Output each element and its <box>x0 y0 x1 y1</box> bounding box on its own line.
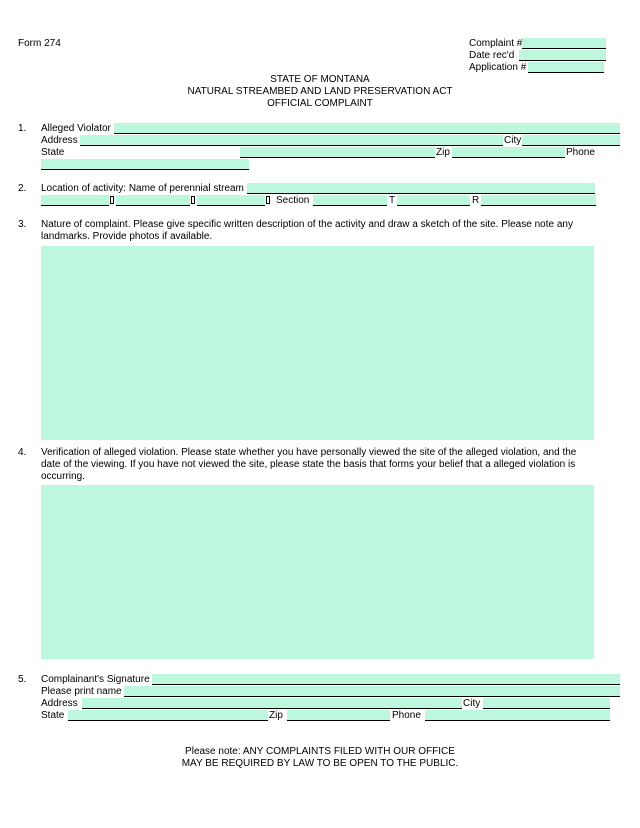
alleged-violator-label: Alleged Violator <box>41 123 111 134</box>
application-number-label: Application # <box>469 62 527 73</box>
print-name-label: Please print name <box>41 686 122 697</box>
complainant-state-field[interactable] <box>68 710 268 721</box>
section-field[interactable] <box>313 195 387 206</box>
violator-zip-field[interactable] <box>452 147 565 158</box>
date-recd-field[interactable] <box>519 50 606 61</box>
complainant-state-label: State <box>41 710 65 721</box>
complaint-number-label: Complaint # <box>469 38 523 49</box>
alleged-violator-field[interactable] <box>114 123 620 134</box>
nature-of-complaint-textarea[interactable] <box>41 246 594 440</box>
violator-city-field[interactable] <box>522 135 620 146</box>
title-official-complaint: OFFICIAL COMPLAINT <box>267 98 373 109</box>
violator-address-field[interactable] <box>80 135 503 146</box>
footer-note-line-2: MAY BE REQUIRED BY LAW TO BE OPEN TO THE PUBLIC. <box>181 758 459 769</box>
violator-phone-field[interactable] <box>41 159 249 170</box>
violator-zip-label: Zip <box>436 147 450 158</box>
section-4-number: 4. <box>18 447 27 458</box>
title-state: STATE OF MONTANA <box>270 74 370 85</box>
nature-of-complaint-text-1: Nature of complaint. Please give specific written description of the activity and draw a sketch of the site. Please note any <box>41 219 573 230</box>
title-act: NATURAL STREAMBED AND LAND PRESERVATION ACT <box>187 86 453 97</box>
section-2-number: 2. <box>18 183 27 194</box>
checkbox-1-icon <box>110 195 114 207</box>
location-label: Location of activity: Name of perennial stream <box>41 183 244 194</box>
verification-textarea[interactable] <box>41 485 594 659</box>
complainant-zip-field[interactable] <box>287 710 390 721</box>
verification-text-3: occurring. <box>41 471 85 482</box>
print-name-field[interactable] <box>124 686 620 697</box>
form-number: Form 274 <box>18 38 61 49</box>
violator-city-label: City <box>504 135 522 146</box>
range-label: R <box>472 195 480 206</box>
township-field[interactable] <box>397 195 470 206</box>
complainant-city-label: City <box>463 698 481 709</box>
section-3-number: 3. <box>18 219 27 230</box>
verification-text-1: Verification of alleged violation. Please state whether you have personally viewed the site of the alleged violation, and the <box>41 447 577 458</box>
checkbox-3-icon <box>266 195 270 207</box>
complainant-address-field[interactable] <box>82 698 462 709</box>
complainant-city-field[interactable] <box>483 698 610 709</box>
complainant-address-label: Address <box>41 698 78 709</box>
section-label: Section <box>276 195 310 206</box>
complainant-zip-label: Zip <box>269 710 283 721</box>
range-field[interactable] <box>481 195 596 206</box>
nature-of-complaint-text-2: landmarks. Provide photos if available. <box>41 231 213 242</box>
perennial-stream-field[interactable] <box>247 183 595 194</box>
quarter-1-field[interactable] <box>41 195 109 206</box>
complainant-phone-label: Phone <box>392 710 421 721</box>
violator-state-field[interactable] <box>240 147 435 158</box>
section-5-number: 5. <box>18 674 27 685</box>
quarter-2-field[interactable] <box>116 195 190 206</box>
violator-state-label: State <box>41 147 65 158</box>
quarter-3-field[interactable] <box>197 195 265 206</box>
signature-label: Complainant's Signature <box>41 674 150 685</box>
application-number-field[interactable] <box>528 62 604 73</box>
footer-note-line-1: Please note: ANY COMPLAINTS FILED WITH OUR OFFICE <box>185 746 455 757</box>
township-label: T <box>389 195 396 206</box>
violator-address-label: Address <box>41 135 78 146</box>
signature-field[interactable] <box>152 674 620 685</box>
verification-text-2: date of the viewing. If you have not viewed the site, please state the basis that forms your belief that a alleged violation is <box>41 459 576 470</box>
section-1-number: 1. <box>18 123 27 134</box>
violator-phone-label: Phone <box>566 147 595 158</box>
checkbox-2-icon <box>191 195 195 207</box>
date-recd-label: Date rec'd <box>469 50 515 61</box>
complainant-phone-field[interactable] <box>425 710 610 721</box>
complaint-number-field[interactable] <box>522 38 606 49</box>
